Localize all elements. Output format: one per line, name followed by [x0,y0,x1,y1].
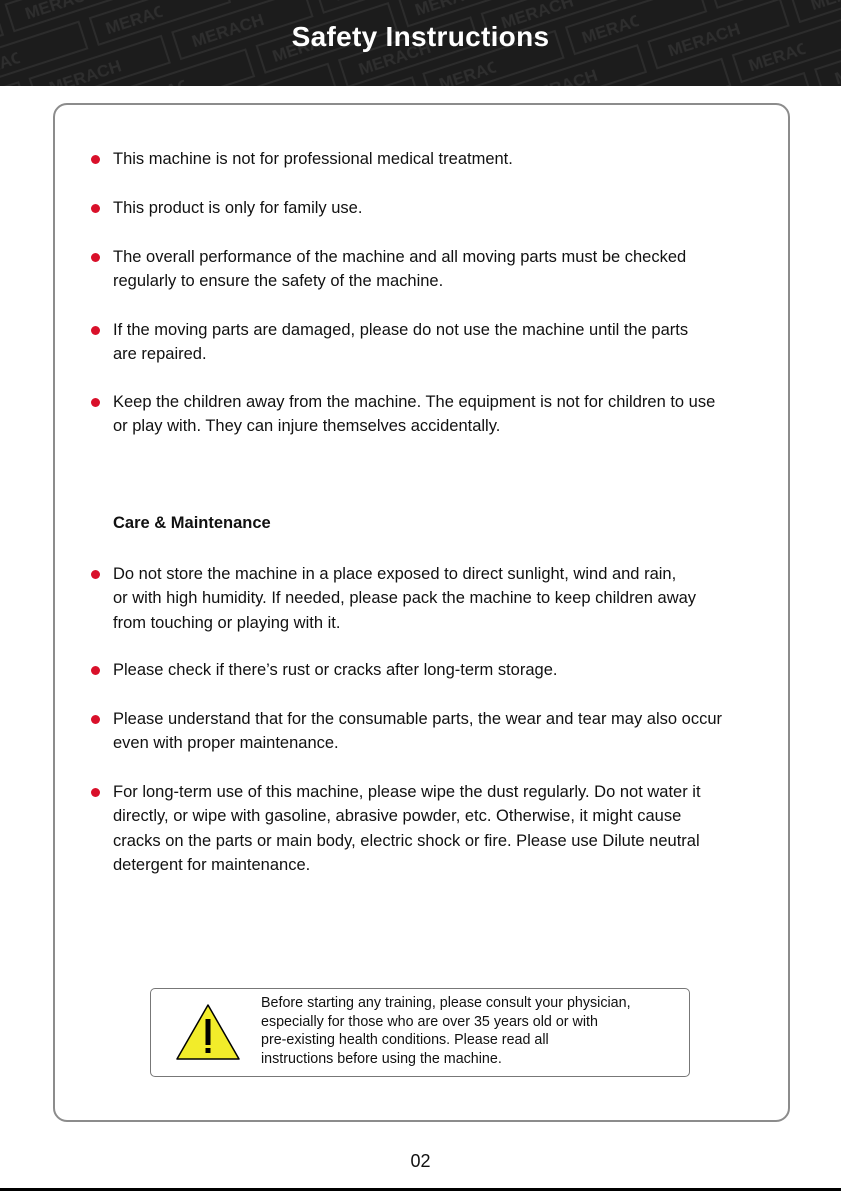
bullet-text-line: This product is only for family use. [113,199,363,217]
bullet-text-line: The overall performance of the machine and all moving parts must be checked [113,248,687,266]
bullet-text-line: regularly to ensure the safety of the machine. [113,272,444,291]
bullet-text-line: If the moving parts are damaged, please do not use the machine until the parts [113,321,689,339]
bullet-text-line: detergent for maintenance. [113,855,311,874]
bullet-text-line: For long-term use of this machine, please wipe the dust regularly. Do not water it [113,783,701,801]
bullet-text-line: even with proper maintenance. [113,734,339,753]
warning-line: Before starting any training, please consult your physician, [261,995,631,1011]
bullet-dot-icon [91,398,100,407]
header-banner [0,0,841,86]
bullet-text-line: or play with. They can injure themselves accidentally. [113,417,501,436]
bullet-item [113,707,722,756]
bullet-text-line: or with high humidity. If needed, please pack the machine to keep children away [113,589,697,608]
bullet-dot-icon [91,666,100,675]
warning-box [150,988,690,1077]
warning-triangle-icon [175,1003,241,1061]
bullet-dot-icon [91,715,100,724]
bullet-dot-icon [91,253,100,262]
bullet-item [113,318,688,367]
care-maintenance-heading: Care & Maintenance [113,514,271,532]
bullet-dot-icon [91,155,100,164]
bullet-text-line: Do not store the machine in a place exposed to direct sunlight, wind and rain, [113,565,677,583]
page-title: Safety Instructions [291,21,550,52]
warning-line: especially for those who are over 35 years old or with [261,1013,598,1030]
bullet-text-line: Please understand that for the consumable parts, the wear and tear may also occur [113,710,723,728]
bullet-text-line: This machine is not for professional medical treatment. [113,150,513,168]
bullet-item [113,562,696,635]
page-number: 02 [410,1151,431,1171]
bullet-dot-icon [91,788,100,797]
bullet-text-line: cracks on the parts or main body, electric shock or fire. Please use Dilute neutral [113,831,700,850]
bullet-dot-icon [91,204,100,213]
bullet-text-line: Please check if there’s rust or cracks after long-term storage. [113,661,558,679]
bullet-item [113,245,686,294]
bullet-text-line: are repaired. [113,345,207,364]
warning-line: instructions before using the machine. [261,1050,502,1067]
bullet-item [113,390,715,439]
bullet-item [113,658,557,682]
bullet-text-line: directly, or wipe with gasoline, abrasive powder, etc. Otherwise, it might cause [113,807,682,826]
bullet-item [113,196,362,220]
warning-line: pre-existing health conditions. Please read all [261,1032,549,1049]
bullet-item [113,780,701,877]
bullet-text-line: Keep the children away from the machine. The equipment is not for children to use [113,393,716,411]
bullet-item [113,147,513,171]
warning-text [261,994,631,1068]
bullet-text-line: from touching or playing with it. [113,613,341,632]
bullet-dot-icon [91,326,100,335]
bullet-dot-icon [91,570,100,579]
